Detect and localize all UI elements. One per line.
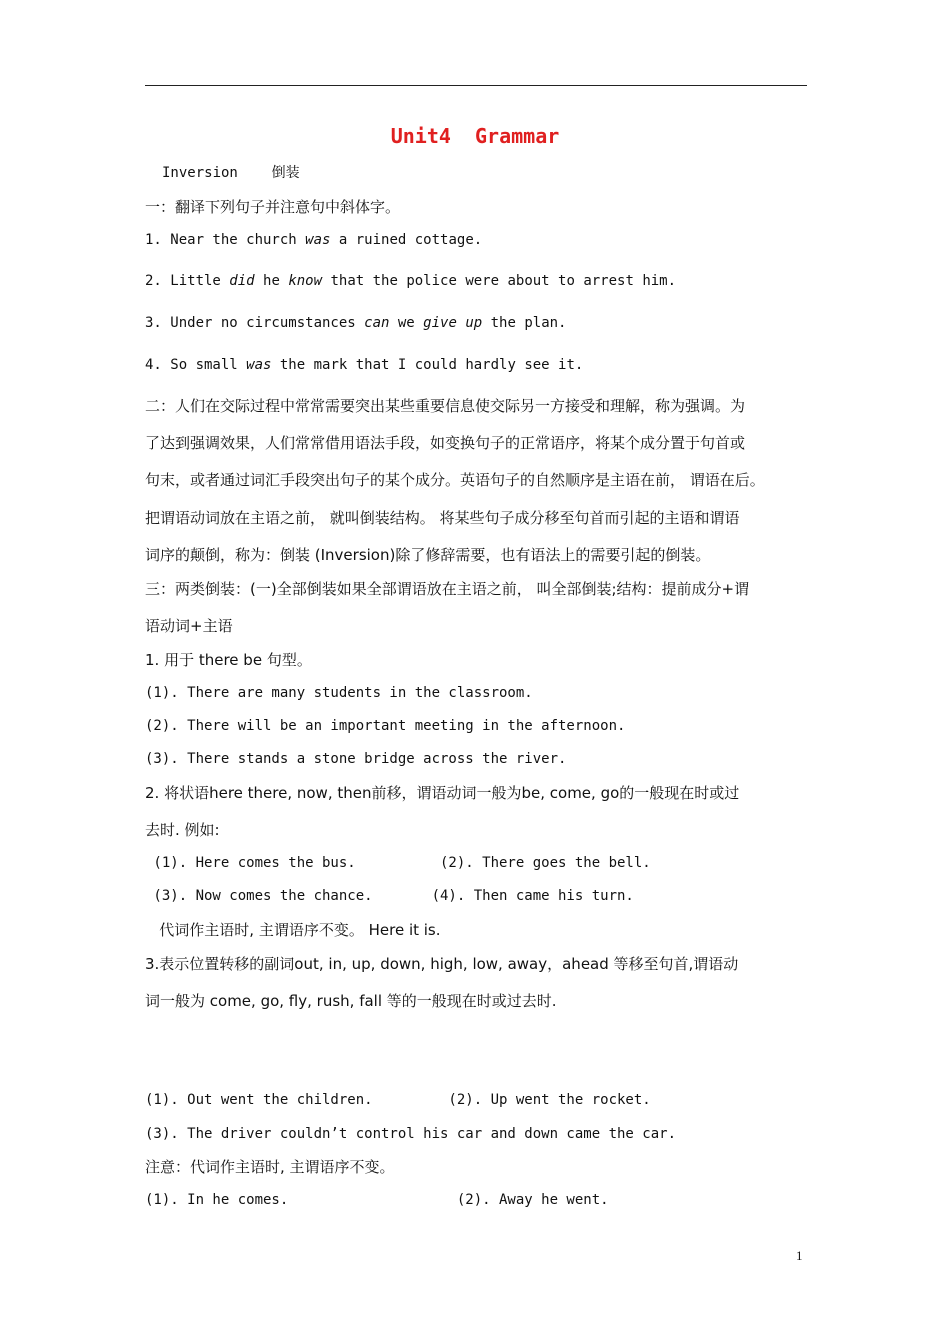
rule-2-example: (1). Here comes the bus. (2). There goes the bell. — [145, 855, 651, 871]
rule-2-heading: 去时. 例如: — [145, 821, 220, 839]
rule-2-example: (3). Now comes the chance. (4). Then came his turn. — [145, 888, 634, 904]
section-2-line: 二：人们在交际过程中常常需要突出某些重要信息使交际另一方接受和理解，称为强调。为 — [145, 397, 746, 415]
section-2-line: 了达到强调效果，人们常常借用语法手段，如变换句子的正常语序，将某个成分置于句首或 — [145, 434, 746, 452]
section-3-line: 三：两类倒装：(一)全部倒装如果全部谓语放在主语之前， 叫全部倒装;结构：提前成分+谓 — [145, 580, 750, 598]
section-2-line: 把谓语动词放在主语之前， 就叫倒装结构。 将某些句子成分移至句首而引起的主语和谓语 — [145, 509, 740, 527]
section-2-line: 词序的颠倒，称为：倒装 (Inversion)除了修辞需要，也有语法上的需要引起的倒装。 — [145, 546, 711, 564]
rule-3-note: 注意：代词作主语时, 主谓语序不变。 — [145, 1158, 395, 1176]
page-number: 1 — [796, 1248, 803, 1263]
sentence-2: 2. Little did he know that the police were about to arrest him. — [145, 273, 677, 289]
rule-3-example: (1). In he comes. (2). Away he went. — [145, 1192, 609, 1208]
sentence-4: 4. So small was the mark that I could hardly see it. — [145, 357, 584, 373]
rule-3-heading: 3.表示位置转移的副词out, in, up, down, high, low, away，ahead 等移至句首,谓语动 — [145, 955, 739, 973]
rule-3-example: (1). Out went the children. (2). Up went the rocket. — [145, 1092, 651, 1108]
rule-1-example: (2). There will be an important meeting in the afternoon. — [145, 718, 626, 734]
section-3-line: 语动词+主语 — [145, 617, 233, 635]
section-1-heading: 一：翻译下列句子并注意句中斜体字。 — [145, 198, 401, 216]
rule-2-heading: 2. 将状语here there, now, then前移，谓语动词一般为be, come, go的一般现在时或过 — [145, 784, 740, 802]
rule-3-example: (3). The driver couldn’t control his car and down came the car. — [145, 1126, 677, 1142]
sentence-3: 3. Under no circumstances can we give up the plan. — [145, 315, 567, 331]
rule-3-heading: 词一般为 come, go, fly, rush, fall 等的一般现在时或过去时. — [145, 992, 557, 1010]
rule-1-example: (1). There are many students in the classroom. — [145, 685, 533, 701]
header-rule — [145, 85, 807, 86]
rule-1-heading: 1. 用于 there be 句型。 — [145, 651, 312, 669]
page-title: Unit4 Grammar — [390, 124, 560, 148]
subtitle: Inversion 倒装 — [162, 165, 300, 181]
rule-2-note: 代词作主语时, 主谓语序不变。 Here it is. — [145, 921, 441, 939]
rule-1-example: (3). There stands a stone bridge across the river. — [145, 751, 567, 767]
section-2-line: 句末，或者通过词汇手段突出句子的某个成分。英语句子的自然顺序是主语在前， 谓语在后。 — [145, 471, 765, 489]
sentence-1: 1. Near the church was a ruined cottage. — [145, 232, 483, 248]
